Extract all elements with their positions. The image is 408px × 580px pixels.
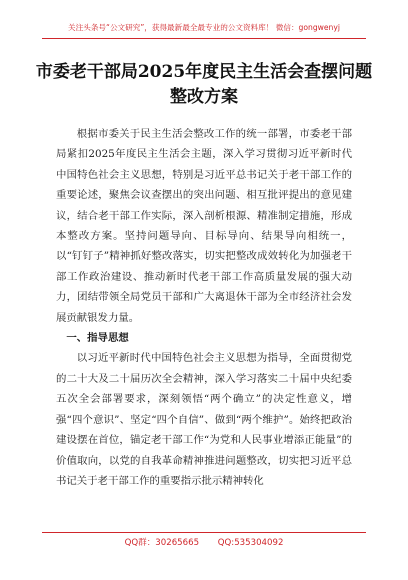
section-heading-guiding-ideology: 一、指导思想 <box>66 332 129 345</box>
footer-divider <box>42 532 366 533</box>
footer-qq: QQ:535304092 <box>217 538 284 548</box>
section-paragraph: 以习近平新时代中国特色社会主义思想为指导，全面贯彻党的二十大及二十届历次全会精神，深入学习落实二十届中央纪委五次全会部署要求，深刻领悟“两个确立”的决定性意义，增强“四个意识”、坚定“四个自信”、做到“两个维护”。始终把政治建设摆在首位，锚定老干部工作“为党和人民事业增添正能量”的价值取向，以党的自我革命精神推进问题整改，切实把习近平总书记关于老干部工作的重要指示批示精神转化 <box>56 352 352 487</box>
header-notice: 关注头条号“公文研究”，获得最新最全最专业的公文资料库！ 微信：gongwenyj <box>68 23 340 32</box>
footer-qq-group: QQ群：30265665 <box>124 538 200 548</box>
document-body <box>56 124 352 491</box>
intro-paragraph: 根据市委关于民主生活会整改工作的统一部署，市委老干部局紧扣2025年度民主生活会主题，深入学习贯彻习近平新时代中国特色社会主义思想，特别是习近平总书记关于老干部工作的重要论述，聚焦会议查摆出的突出问题、相互批评提出的意见建议，结合老干部工作实际，深入剖析根源、精准制定措施，形成本整改方案。坚持问题导向、目标导向、结果导向相统一，以“钉钉子”精神抓好整改落实，切实把整改成效转化为加强老干部工作政治建设、推动新时代老干部工作高质量发展的强大动力，团结带领全局党员干部和广大离退休干部为全市经济社会发展贡献银发力量。 <box>56 128 352 324</box>
document-title: 市委老干部局2025年度民主生活会查摆问题整改方案 <box>35 62 373 107</box>
footer-contact <box>0 537 408 549</box>
header-divider <box>42 38 366 39</box>
